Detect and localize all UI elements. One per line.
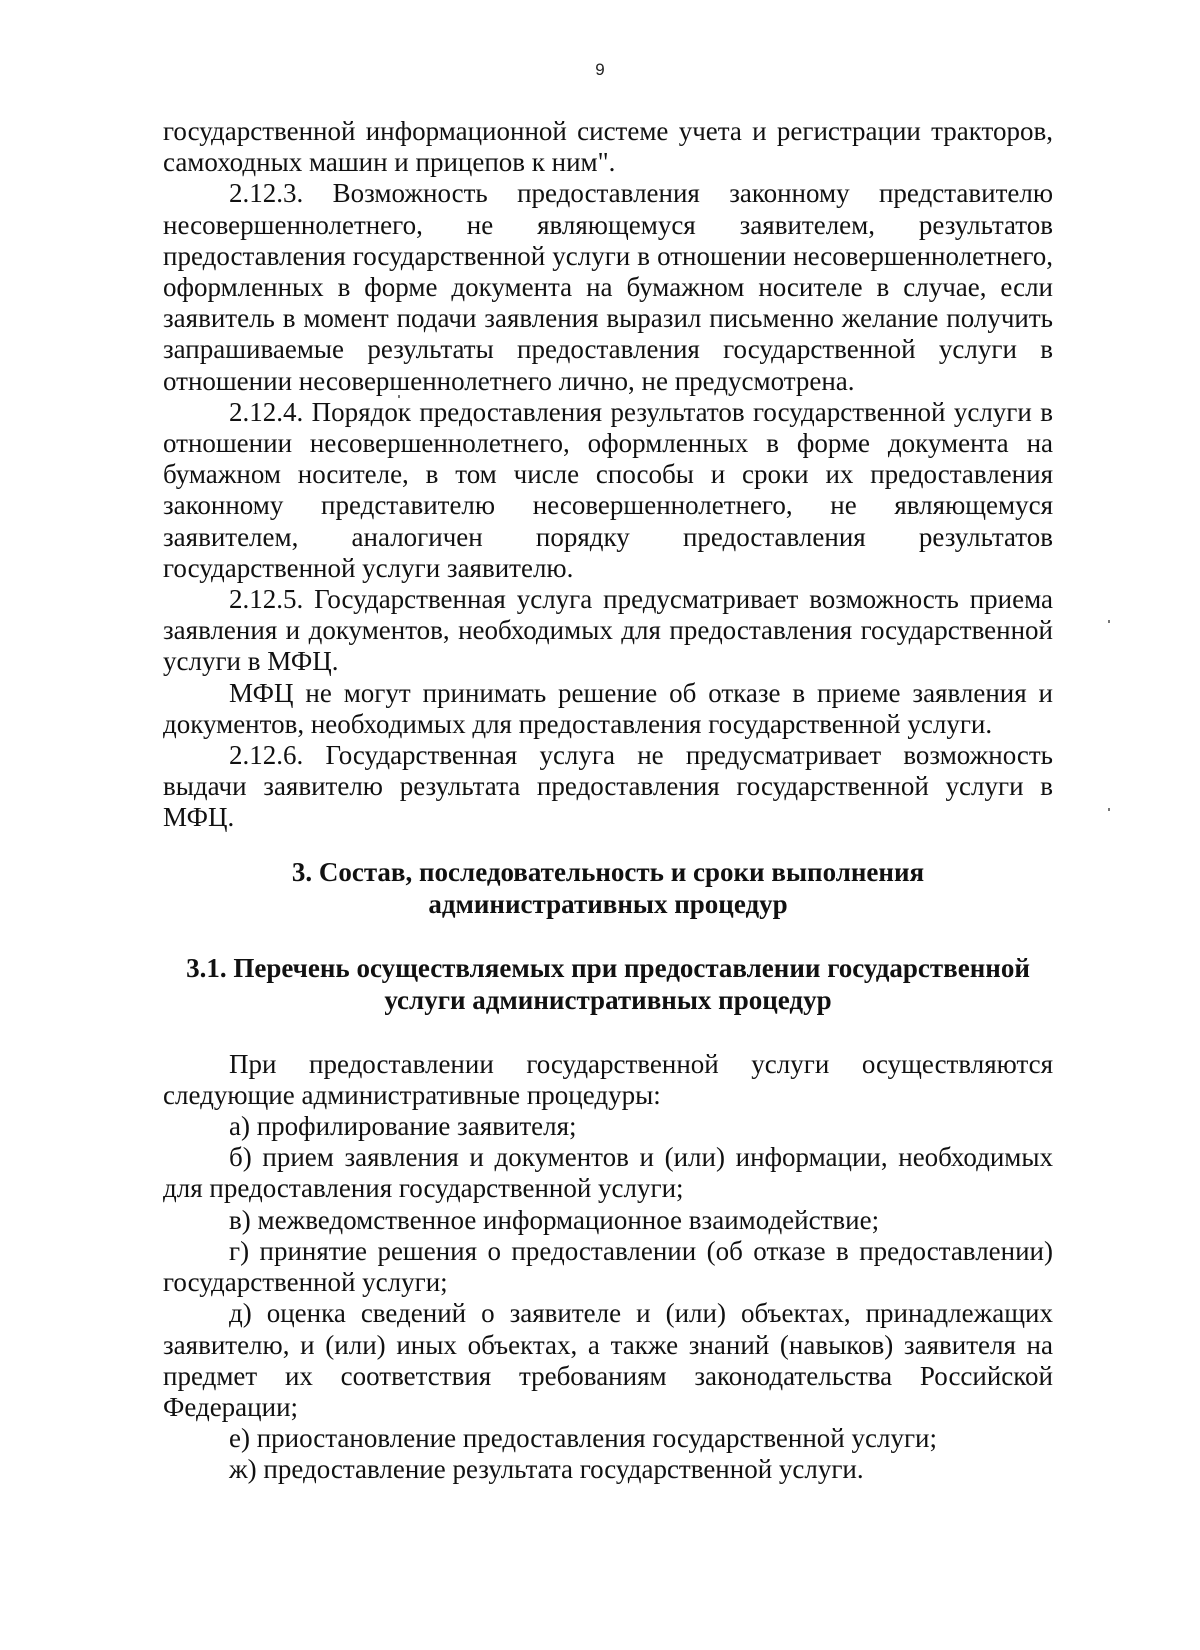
- page-number: 9: [595, 60, 605, 79]
- procedure-item-b: б) прием заявления и документов и (или) информации, необходимых для предоставления государственной услуги;: [163, 1142, 1053, 1204]
- paragraph-2-12-4: 2.12.4. Порядок предоставления результатов государственной услуги в отношении несовершеннолетнего, оформленных в форме документа на бумажном носителе, в том числе способы и сроки их предоставления законному представителю несовершеннолетнего, не являющемуся заявителем, аналогичен порядку предоставления результатов государственной услуги заявителю.: [163, 396, 1053, 583]
- section-3-1-intro: При предоставлении государственной услуги осуществляются следующие административные процедуры:: [163, 1048, 1053, 1110]
- section-3-1-heading-line2: услуги административных процедур: [384, 984, 832, 1015]
- procedure-item-zh: ж) предоставление результата государственной услуги.: [229, 1454, 864, 1485]
- scan-mark: [1108, 620, 1110, 623]
- section-3-1-heading-line1: 3.1. Перечень осуществляемых при предоставлении государственной: [186, 952, 1030, 983]
- paragraph-mfc: МФЦ не могут принимать решение об отказе в приеме заявления и документов, необходимых для предоставления государственной услуги.: [163, 677, 1053, 739]
- procedure-item-a: а) профилирование заявителя;: [229, 1111, 577, 1142]
- paragraph-continuation: государственной информационной системе учета и регистрации тракторов, самоходных машин и прицепов к ним".: [163, 116, 1053, 178]
- document-body: [163, 116, 1053, 1486]
- procedure-item-e: е) приостановление предоставления государственной услуги;: [229, 1423, 937, 1454]
- paragraph-2-12-6: 2.12.6. Государственная услуга не предусматривает возможность выдачи заявителю результата предоставления государственной услуги в МФЦ.: [163, 740, 1053, 833]
- paragraph-2-12-3: 2.12.3. Возможность предоставления законному представителю несовершеннолетнего, не являющемуся заявителем, результатов предоставления государственной услуги в отношении несовершеннолетнего, оформленных в форме документа на бумажном носителе в случае, если заявитель в момент подачи заявления выразил письменно желание получить запрашиваемые результаты предоставления государственной услуги в отношении несовершеннолетнего лично, не предусмотрена.: [163, 178, 1053, 396]
- paragraph-2-12-5: 2.12.5. Государственная услуга предусматривает возможность приема заявления и документов, необходимых для предоставления государственной услуги в МФЦ.: [163, 584, 1053, 677]
- scan-mark: [1108, 808, 1110, 811]
- procedure-item-v: в) межведомственное информационное взаимодействие;: [229, 1204, 880, 1235]
- section-3-heading-line2: административных процедур: [428, 888, 788, 919]
- procedure-item-d: д) оценка сведений о заявителе и (или) объектах, принадлежащих заявителю, и (или) иных объектах, а также знаний (навыков) заявителя на предмет их соответствия требованиям законодательства Российской Федерации;: [163, 1298, 1053, 1422]
- section-3-heading: [163, 856, 1053, 920]
- section-3-heading-line1: 3. Состав, последовательность и сроки выполнения: [291, 856, 925, 887]
- procedure-item-g: г) принятие решения о предоставлении (об отказе в предоставлении) государственной услуги;: [163, 1235, 1053, 1298]
- section-3-1-heading: [163, 952, 1053, 1016]
